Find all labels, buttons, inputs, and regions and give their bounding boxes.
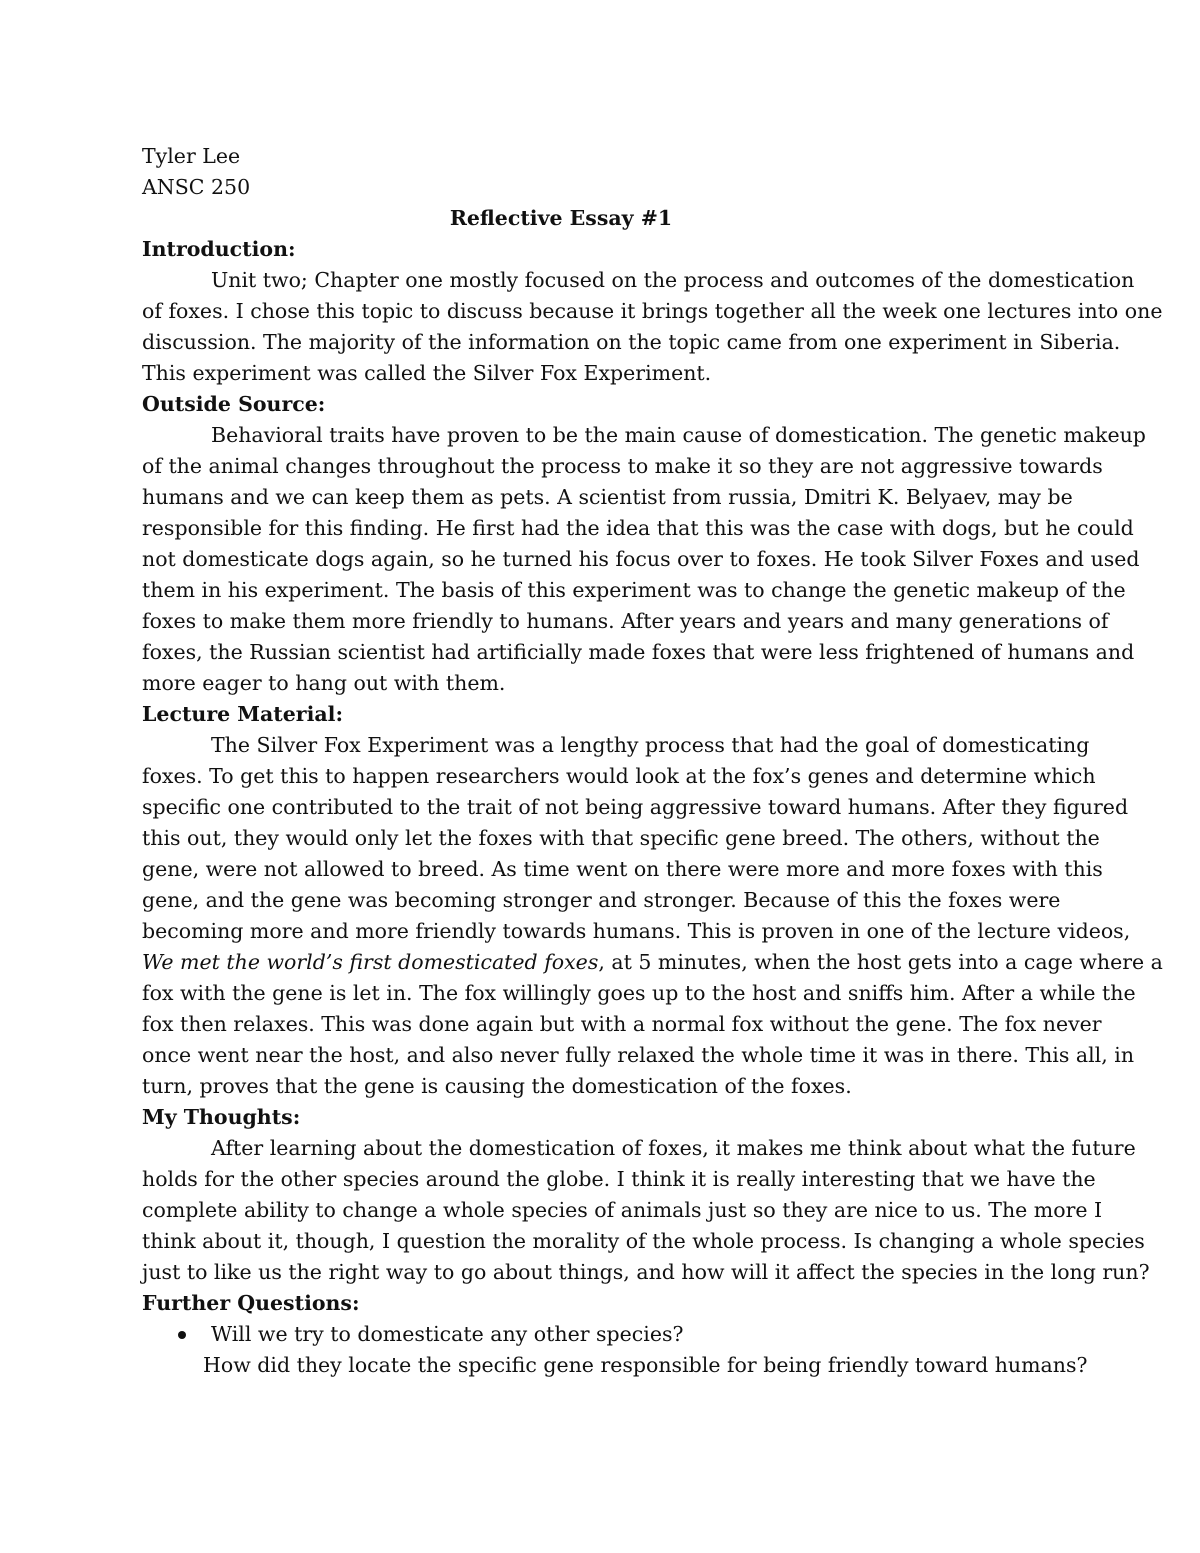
- paragraph-line: This experiment was called the Silver Fox Experiment.: [142, 361, 712, 385]
- section-heading-my-thoughts: My Thoughts:: [142, 1105, 301, 1129]
- section-heading-lecture-material: Lecture Material:: [142, 702, 344, 726]
- paragraph-line: humans and we can keep them as pets. A scientist from russia, Dmitri K. Belyaev, may be: [142, 485, 1073, 509]
- paragraph-line: turn, proves that the gene is causing the domestication of the foxes.: [142, 1074, 852, 1098]
- paragraph-line: of foxes. I chose this topic to discuss because it brings together all the week one lectures into one: [142, 299, 1163, 323]
- essay-body: [142, 141, 1163, 1381]
- paragraph-line: fox with the gene is let in. The fox willingly goes up to the host and sniffs him. After a while the: [142, 981, 1136, 1005]
- paragraph-line: responsible for this finding. He first had the idea that this was the case with dogs, but he could: [142, 516, 1134, 540]
- paragraph-line: think about it, though, I question the morality of the whole process. Is changing a whole species: [142, 1229, 1145, 1253]
- paragraph-line: once went near the host, and also never fully relaxed the whole time it was in there. This all, in: [142, 1043, 1135, 1067]
- video-title: We met the world’s first domesticated foxes: [142, 950, 599, 974]
- list-item-text: Will we try to domesticate any other species?: [211, 1322, 684, 1346]
- paragraph-line: just to like us the right way to go about things, and how will it affect the species in the long run?: [142, 1260, 1150, 1284]
- bullet-icon: [178, 1331, 186, 1339]
- paragraph-line: foxes. To get this to happen researchers would look at the fox’s genes and determine which: [142, 764, 1096, 788]
- paragraph-line: more eager to hang out with them.: [142, 671, 506, 695]
- course-code: ANSC 250: [142, 175, 251, 199]
- paragraph-line: specific one contributed to the trait of not being aggressive toward humans. After they figured: [142, 795, 1129, 819]
- paragraph-line: holds for the other species around the globe. I think it is really interesting that we have the: [142, 1167, 1096, 1191]
- paragraph-line: The Silver Fox Experiment was a lengthy process that had the goal of domesticating: [211, 733, 1090, 757]
- paragraph-line: Unit two; Chapter one mostly focused on the process and outcomes of the domestication: [211, 268, 1135, 292]
- section-heading-outside-source: Outside Source:: [142, 392, 326, 416]
- paragraph-line: Behavioral traits have proven to be the main cause of domestication. The genetic makeup: [211, 423, 1146, 447]
- paragraph-line: not domesticate dogs again, so he turned his focus over to foxes. He took Silver Foxes and used: [142, 547, 1140, 571]
- paragraph-line: foxes to make them more friendly to humans. After years and years and many generations of: [142, 609, 1109, 633]
- paragraph-line: fox then relaxes. This was done again but with a normal fox without the gene. The fox never: [142, 1012, 1102, 1036]
- video-line-rest: , at 5 minutes, when the host gets into a cage where a: [598, 950, 1163, 974]
- section-heading-further-questions: Further Questions:: [142, 1291, 360, 1315]
- paragraph-line: gene, and the gene was becoming stronger and stronger. Because of this the foxes were: [142, 888, 1061, 912]
- paragraph-line: them in his experiment. The basis of this experiment was to change the genetic makeup of the: [142, 578, 1126, 602]
- section-heading-introduction: Introduction:: [142, 237, 296, 261]
- list-item-text: How did they locate the specific gene responsible for being friendly toward humans?: [203, 1353, 1088, 1377]
- paragraph-line: After learning about the domestication of foxes, it makes me think about what the future: [211, 1136, 1136, 1160]
- list-item: [142, 1319, 1060, 1350]
- paragraph-line: complete ability to change a whole species of animals just so they are nice to us. The more I: [142, 1198, 1103, 1222]
- paragraph-line-video-reference: [142, 947, 1163, 978]
- paragraph-line: of the animal changes throughout the process to make it so they are not aggressive towards: [142, 454, 1103, 478]
- paragraph-line: gene, were not allowed to breed. As time went on there were more and more foxes with this: [142, 857, 1103, 881]
- paragraph-line: foxes, the Russian scientist had artificially made foxes that were less frightened of humans and: [142, 640, 1135, 664]
- list-item: [142, 1350, 1088, 1381]
- essay-title: Reflective Essay #1: [449, 206, 673, 230]
- paragraph-line: this out, they would only let the foxes with that specific gene breed. The others, without the: [142, 826, 1100, 850]
- author-name: Tyler Lee: [142, 144, 241, 168]
- questions-list: [142, 1319, 1088, 1381]
- paragraph-line: discussion. The majority of the information on the topic came from one experiment in Siberia.: [142, 330, 1121, 354]
- paragraph-line: becoming more and more friendly towards humans. This is proven in one of the lecture videos,: [142, 919, 1131, 943]
